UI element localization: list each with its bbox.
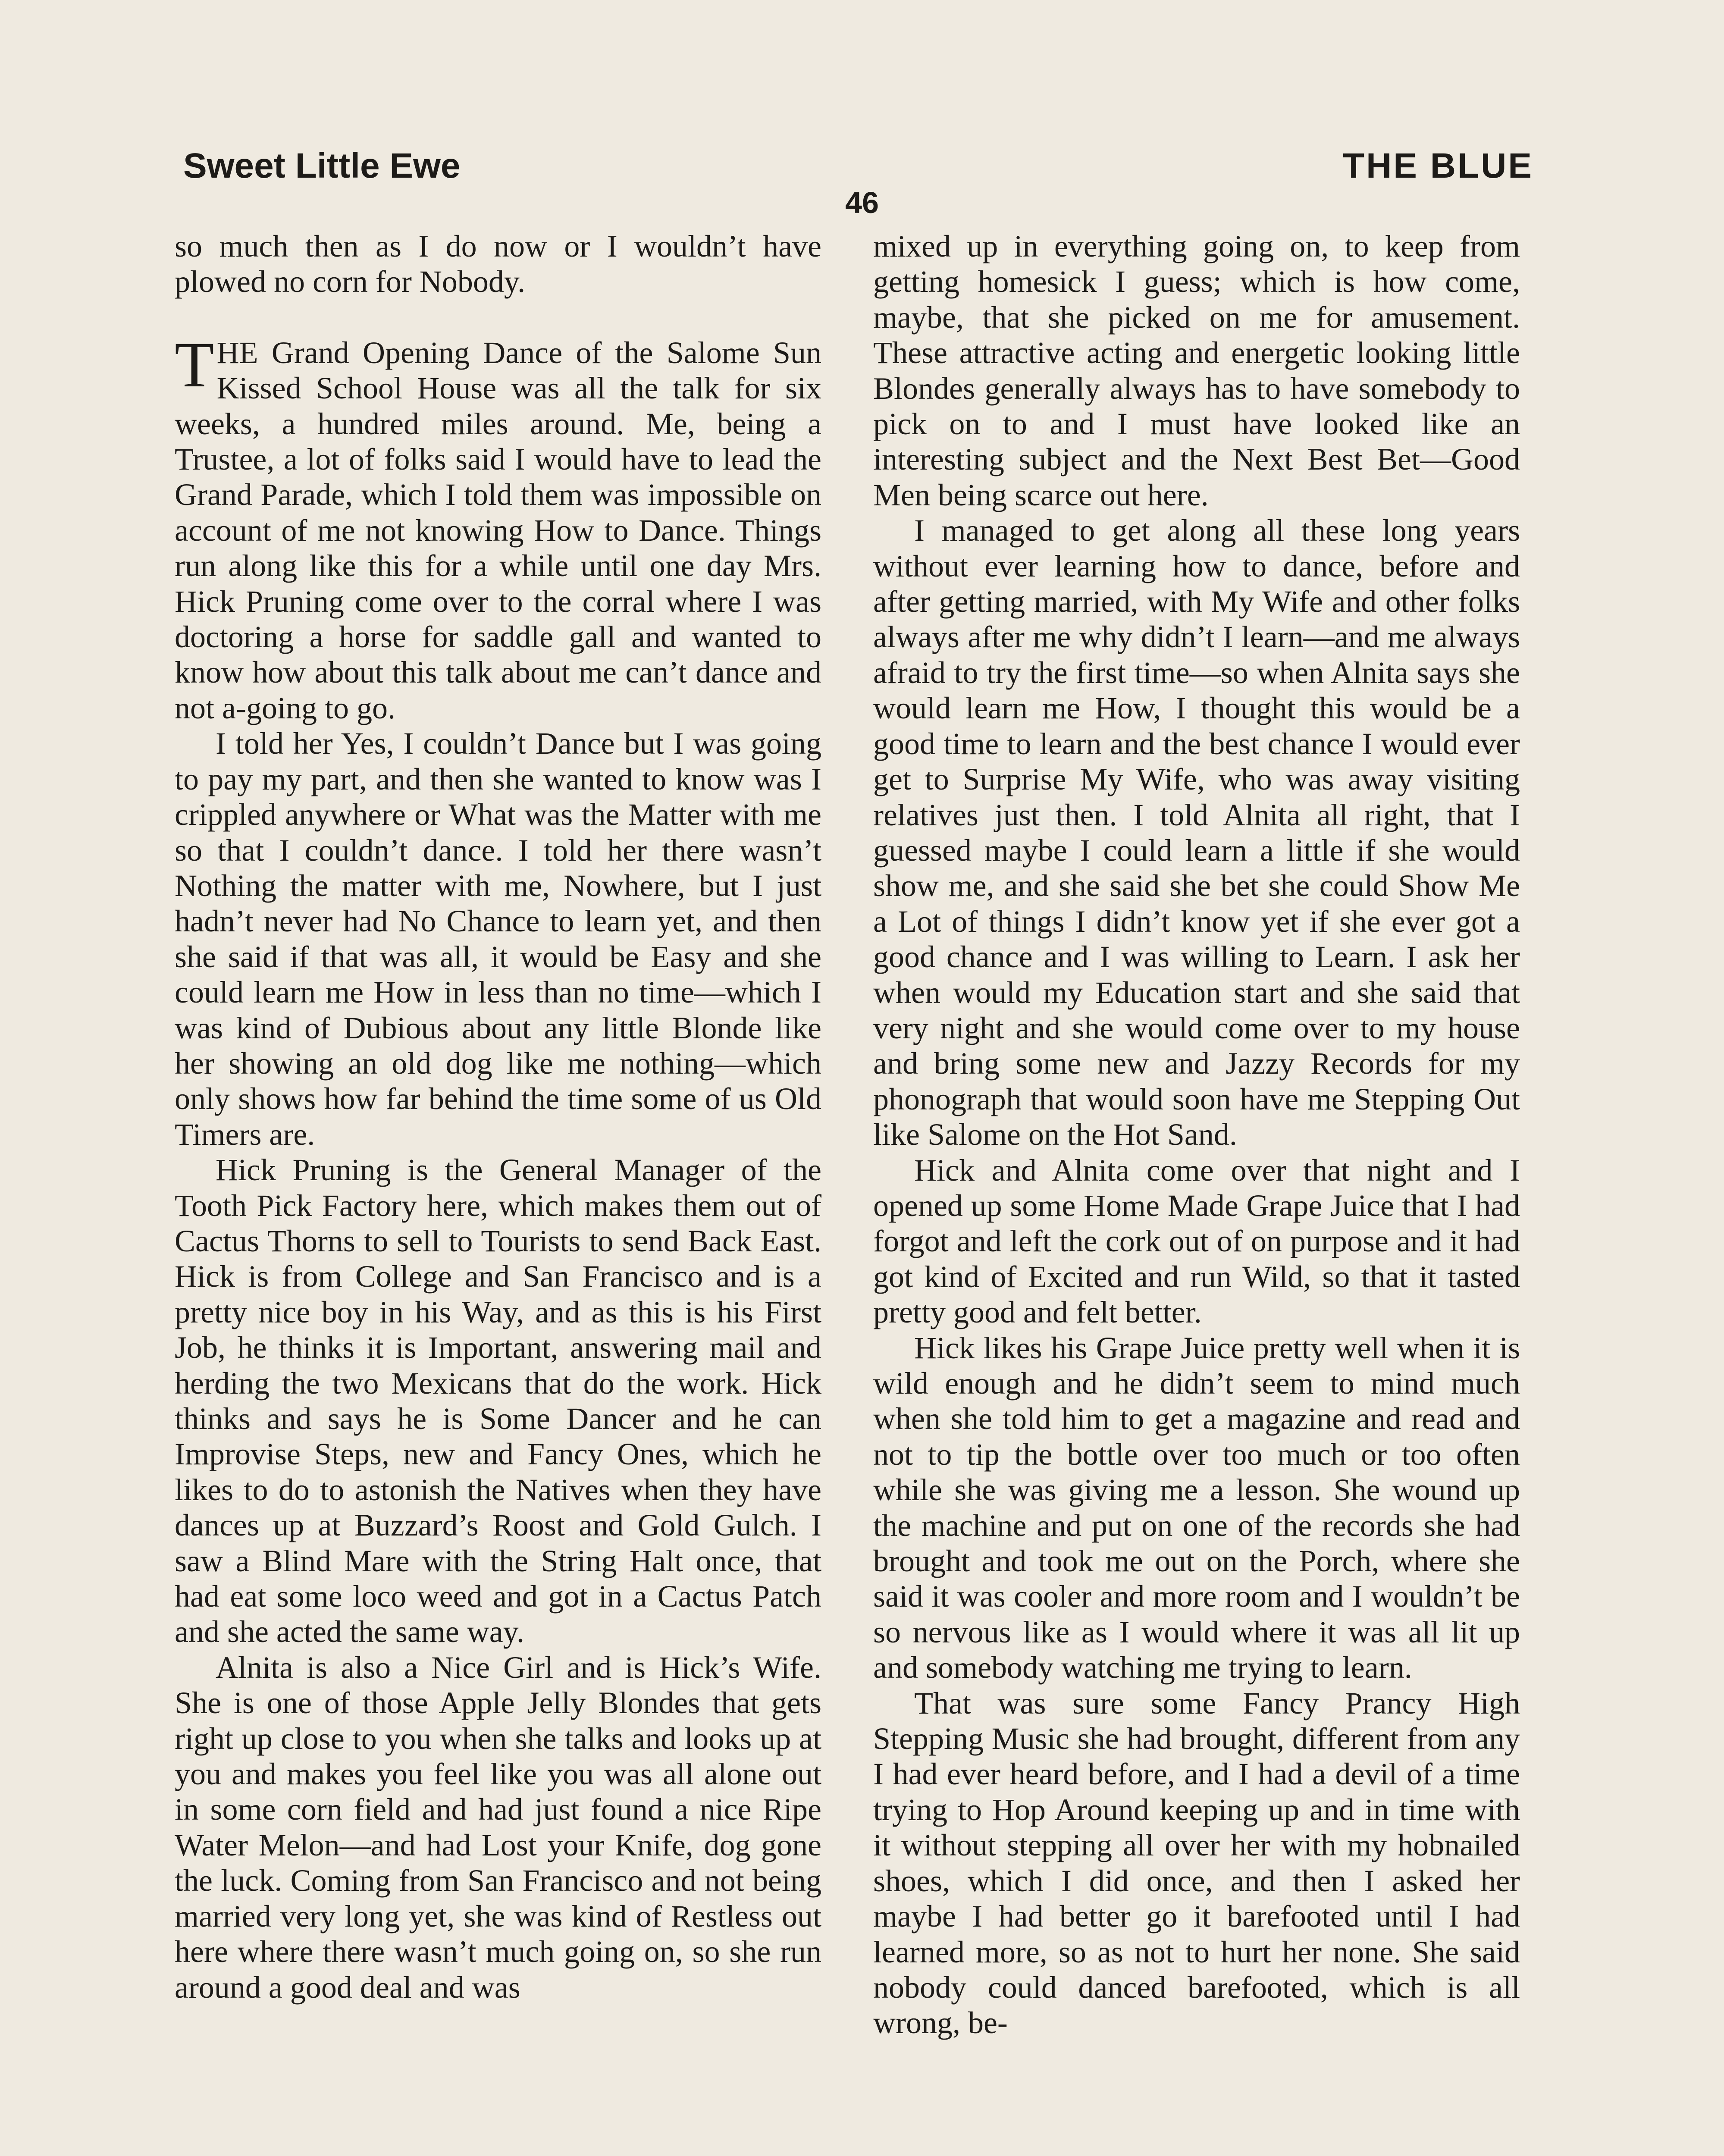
text-column-left <box>175 229 821 2005</box>
paragraph: Hick likes his Grape Juice pretty well when it is wild enough and he didn’t seem to mind much when she told him to get a magazine and read and not to tip the bottle over too much or too often while she was giving me a lesson. She wound up the machine and put on one of the records she had brought and took me out on the Porch, where she said it was cooler and more room and I wouldn’t be so nervous like as I would where it was all lit up and somebody watching me trying to learn. <box>873 1330 1520 1685</box>
paragraph: I told her Yes, I couldn’t Dance but I was going to pay my part, and then she wanted to know was I crippled anywhere or What was the Matter with me so that I couldn’t dance. I told her there wasn’t Nothing the matter with me, Nowhere, but I just hadn’t never had No Chance to learn yet, and then she said if that was all, it would be Easy and she could learn me How in less than no time—which I was kind of Dubious about any little Blonde like her showing an old dog like me nothing—which only shows how far behind the time some of us Old Timers are. <box>175 726 821 1152</box>
drop-cap: T <box>175 329 214 401</box>
paragraph: mixed up in everything going on, to keep from getting homesick I guess; which is how come, maybe, that she picked on me for amusement. These attractive acting and energetic looking little Blondes generally always has to have somebody to pick on to and I must have looked like an interesting subject and the Next Best Bet—Good Men being scarce out here. <box>873 229 1520 512</box>
paragraph-opening <box>175 329 821 726</box>
story-title: Sweet Little Ewe <box>183 146 461 185</box>
paragraph: Alnita is also a Nice Girl and is Hick’s Wife. She is one of those Apple Jelly Blondes that gets right up close to you when she talks and looks up at you and makes you feel like you was all alone out in some corn field and had just found a nice Ripe Water Melon—and had Lost your Knife, dog gone the luck. Coming from San Francisco and not being married very long yet, she was kind of Restless out here where there wasn’t much going on, so she run around a good deal and was <box>175 1650 821 2005</box>
paragraph: I managed to get along all these long years without ever learning how to dance, before and after getting married, with My Wife and other folks always after me why didn’t I learn—and me always afraid to try the first time—so when Alnita says she would learn me How, I thought this would be a good time to learn and the best chance I would ever get to Surprise My Wife, who was away visiting relatives just then. I told Alnita all right, that I guessed maybe I could learn a little if she would show me, and she said she bet she could Show Me a Lot of things I didn’t know yet if she ever got a good chance and I was willing to Learn. I ask her when would my Education start and she said that very night and she would come over to my house and bring some new and Jazzy Records for my phonograph that would soon have me Stepping Out like Salome on the Hot Sand. <box>873 513 1520 1152</box>
text-column-right <box>873 229 1520 2041</box>
paragraph: Hick Pruning is the General Manager of the Tooth Pick Factory here, which makes them out of Cactus Thorns to sell to Tourists to send Back East. Hick is from College and San Francisco and is a pretty nice boy in his Way, and as this is his First Job, he thinks it is Important, answering mail and herding the two Mexicans that do the work. Hick thinks and says he is Some Dancer and he can Improvise Steps, new and Fancy Ones, which he likes to do to astonish the Natives when they have dances up at Buzzard’s Roost and Gold Gulch. I saw a Blind Mare with the String Halt once, that had eat some loco weed and got in a Cactus Patch and she acted the same way. <box>175 1153 821 1649</box>
publication-title: THE BLUE <box>1343 146 1533 185</box>
paragraph-text: HE Grand Opening Dance of the Salome Sun Kissed School House was all the talk for six weeks, a hundred miles around. Me, being a Trustee, a lot of folks said I would have to lead the Grand Parade, which I told them was impossible on account of me not knowing How to Dance. Things run along like this for a while until one day Mrs. Hick Pruning come over to the corral where I was doctoring a horse for saddle gall and wanted to know how about this talk about me can’t dance and not a-going to go. <box>175 335 821 725</box>
paragraph: Hick and Alnita come over that night and I opened up some Home Made Grape Juice that I had forgot and left the cork out of on purpose and it had got kind of Excited and run Wild, so that it tasted pretty good and felt better. <box>873 1153 1520 1330</box>
running-header <box>183 142 1533 190</box>
paragraph: That was sure some Fancy Prancy High Stepping Music she had brought, different from any I had ever heard before, and I had a devil of a time trying to Hop Around keeping up and in time with it without stepping all over her with my hobnailed shoes, which I did once, and then I asked her maybe I had better go it barefooted until I had learned more, so as not to hurt her none. She said nobody could danced barefooted, which is all wrong, be- <box>873 1686 1520 2040</box>
page-number: 46 <box>845 186 879 219</box>
paragraph: so much then as I do now or I wouldn’t have plowed no corn for Nobody. <box>175 229 821 299</box>
